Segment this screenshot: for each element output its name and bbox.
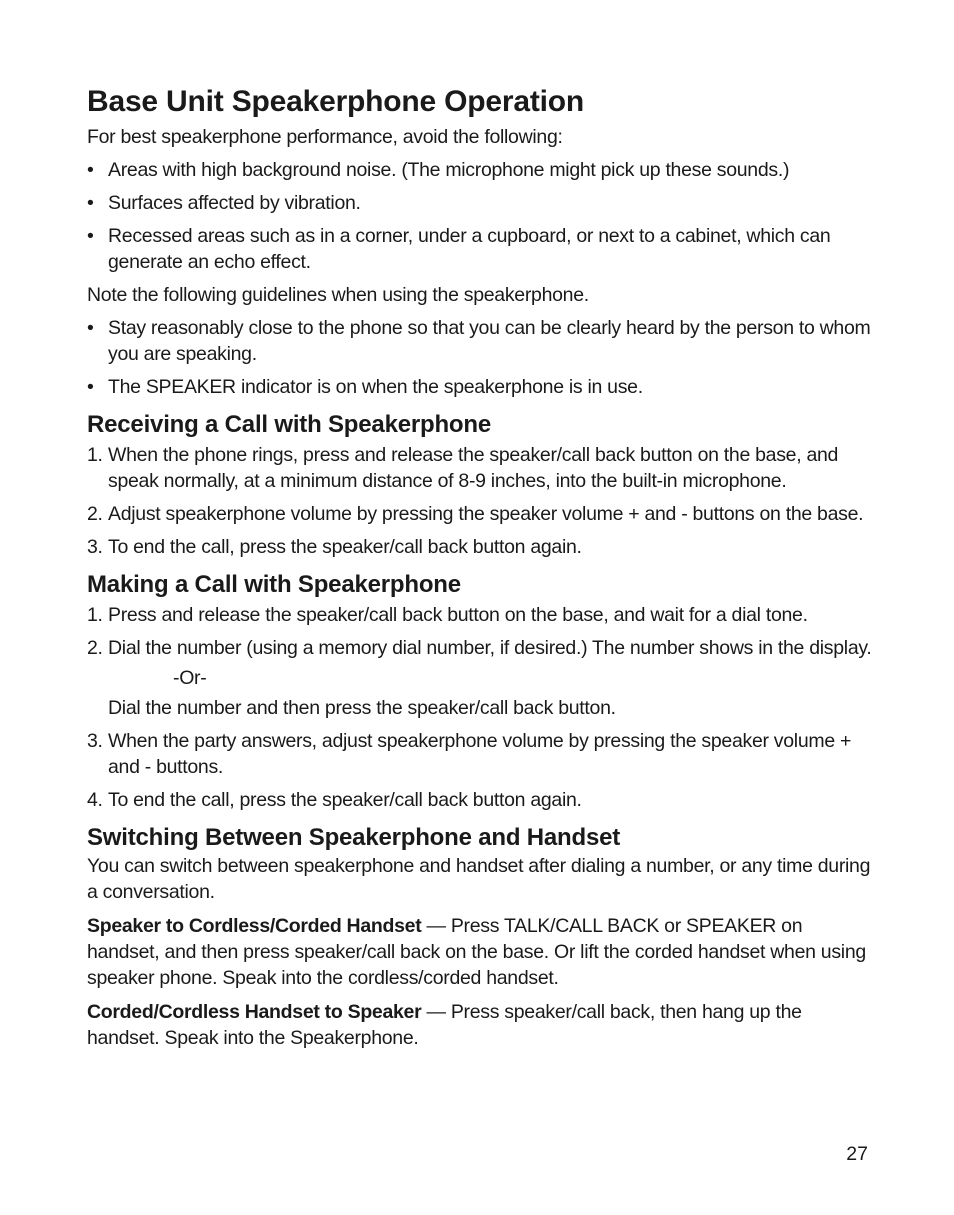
guidelines-list <box>87 315 877 400</box>
manual-page <box>87 82 877 1051</box>
step-text: Dial the number (using a memory dial number, if desired.) The number shows in the display. <box>108 637 872 659</box>
list-item: • The SPEAKER indicator is on when the speakerphone is in use. <box>87 374 877 400</box>
avoid-list <box>87 157 877 275</box>
switching-heading: Switching Between Speakerphone and Handset <box>87 824 621 851</box>
receiving-heading: Receiving a Call with Speakerphone <box>87 411 491 438</box>
list-item <box>87 442 877 494</box>
step-alt-text: Dial the number and then press the speaker/call back button. <box>108 697 616 719</box>
page-number: 27 <box>846 1143 868 1165</box>
step-text: When the phone rings, press and release the speaker/call back button on the base, and speak normally, at a minimum distance of 8-9 inches, into the built-in microphone. <box>108 444 839 492</box>
step-number: 1. <box>87 604 103 626</box>
list-item <box>87 602 877 628</box>
step-number: 2. <box>87 503 103 525</box>
step-text: Press and release the speaker/call back button on the base, and wait for a dial tone. <box>108 604 808 626</box>
guidelines-intro: Note the following guidelines when using the speakerphone. <box>87 284 589 306</box>
making-steps <box>87 602 877 813</box>
or-separator: -Or- <box>173 667 207 689</box>
switch-text: — Press TALK/CALL BACK or SPEAKER on handset, and then press speaker/call back on the base. Or lift the corded handset when using speaker phone. Speak into the cordless/corded handset. <box>87 915 866 989</box>
list-item: • Surfaces affected by vibration. <box>87 190 877 216</box>
step-text: To end the call, press the speaker/call back button again. <box>108 789 582 811</box>
page-title: Base Unit Speakerphone Operation <box>87 85 585 118</box>
switch-handset-to-speaker <box>87 999 877 1051</box>
switching-intro: You can switch between speakerphone and handset after dialing a number, or any time during a conversation. <box>87 855 871 903</box>
list-item <box>87 635 877 721</box>
list-item: • Stay reasonably close to the phone so that you can be clearly heard by the person to whom you are speaking. <box>87 315 877 367</box>
step-number: 4. <box>87 789 103 811</box>
list-item <box>87 787 877 813</box>
list-item: • Areas with high background noise. (The microphone might pick up these sounds.) <box>87 157 877 183</box>
step-text: Adjust speakerphone volume by pressing the speaker volume + and - buttons on the base. <box>108 503 864 525</box>
avoid-intro: For best speakerphone performance, avoid the following: <box>87 126 563 148</box>
making-heading: Making a Call with Speakerphone <box>87 571 461 598</box>
switch-label: Speaker to Cordless/Corded Handset <box>87 915 422 937</box>
receiving-steps <box>87 442 877 560</box>
list-item: • Recessed areas such as in a corner, under a cupboard, or next to a cabinet, which can generate an echo effect. <box>87 223 877 275</box>
switch-speaker-to-handset <box>87 913 877 991</box>
step-text: To end the call, press the speaker/call back button again. <box>108 536 582 558</box>
step-number: 3. <box>87 730 103 752</box>
switch-text: — Press speaker/call back, then hang up the handset. Speak into the Speakerphone. <box>87 1001 802 1049</box>
list-item <box>87 728 877 780</box>
step-number: 2. <box>87 637 103 659</box>
step-text: When the party answers, adjust speakerphone volume by pressing the speaker volume + and - buttons. <box>108 730 852 778</box>
step-number: 1. <box>87 444 103 466</box>
switch-label: Corded/Cordless Handset to Speaker <box>87 1001 422 1023</box>
step-number: 3. <box>87 536 103 558</box>
list-item <box>87 501 877 527</box>
list-item <box>87 534 877 560</box>
